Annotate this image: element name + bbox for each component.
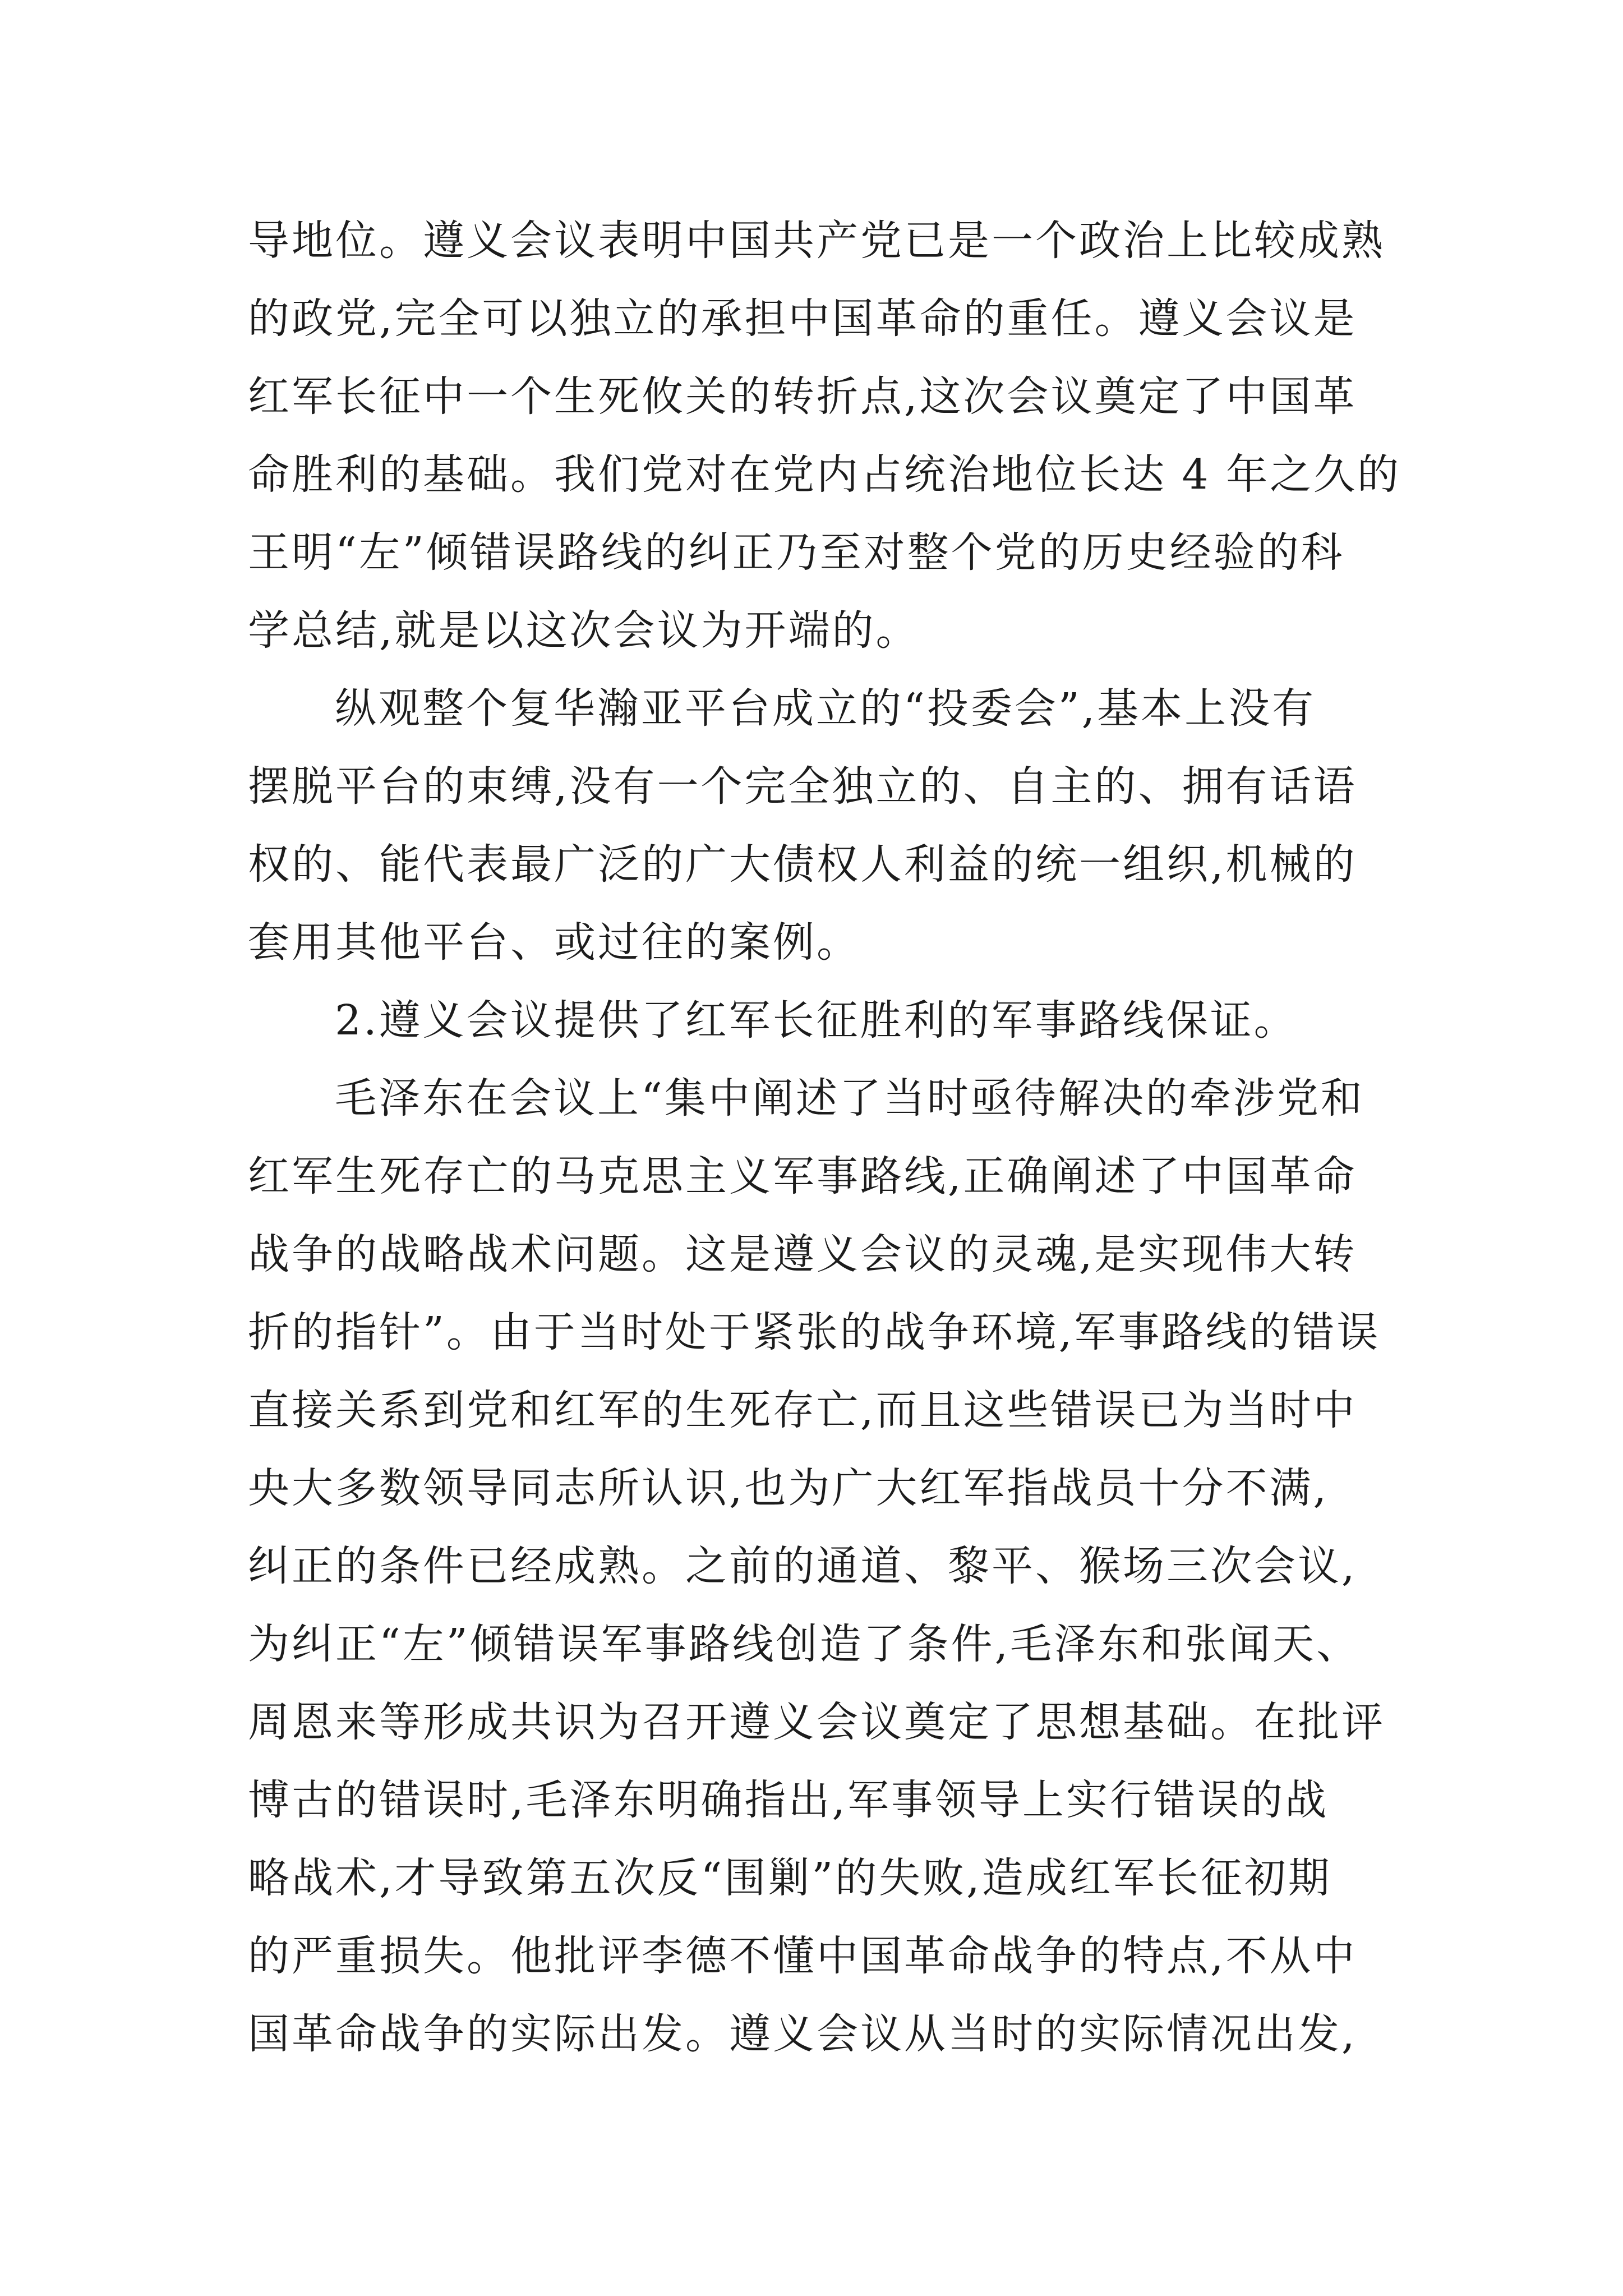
text-line: 红军生死存亡的马克思主义军事路线,正确阐述了中国革命 xyxy=(248,1152,1357,1200)
text-line: 王明“左”倾错误路线的纠正乃至对整个党的历史经验的科 xyxy=(248,528,1345,577)
text-line: 折的指针”。由于当时处于紧张的战争环境,军事路线的错误 xyxy=(248,1308,1381,1356)
text-line: 的政党,完全可以独立的承担中国革命的重任。遵义会议是 xyxy=(248,295,1357,343)
text-line: 周恩来等形成共识为召开遵义会议奠定了思想基础。在批评 xyxy=(248,1698,1385,1746)
text-line: 直接关系到党和红军的生死存亡,而且这些错误已为当时中 xyxy=(248,1386,1357,1434)
paragraph-first-line: 纵观整个复华瀚亚平台成立的“投委会”,基本上没有 xyxy=(335,684,1316,733)
text-line: 的严重损失。他批评李德不懂中国革命战争的特点,不从中 xyxy=(248,1932,1357,1980)
text-line: 纠正的条件已经成熟。之前的通道、黎平、猴场三次会议, xyxy=(248,1542,1357,1590)
text-line: 央大多数领导同志所认识,也为广大红军指战员十分不满, xyxy=(248,1464,1329,1512)
text-line: 战争的战略战术问题。这是遵义会议的灵魂,是实现伟大转 xyxy=(248,1230,1357,1278)
text-line: 为纠正“左”倾错误军事路线创造了条件,毛泽东和张闻天、 xyxy=(248,1620,1361,1668)
text-line: 红军长征中一个生死攸关的转折点,这次会议奠定了中国革 xyxy=(248,372,1357,421)
text-line: 权的、能代表最广泛的广大债权人利益的统一组织,机械的 xyxy=(248,840,1357,889)
text-line: 命胜利的基础。我们党对在党内占统治地位长达 4 年之久的 xyxy=(248,450,1401,499)
body-text xyxy=(248,202,1401,2073)
text-line: 套用其他平台、或过往的案例。 xyxy=(248,918,860,967)
paragraph-first-line: 毛泽东在会议上“集中阐述了当时亟待解决的牵涉党和 xyxy=(335,1074,1364,1122)
text-line: 略战术,才导致第五次反“围剿”的失败,造成红军长征初期 xyxy=(248,1854,1332,1902)
text-line: 导地位。遵义会议表明中国共产党已是一个政治上比较成熟 xyxy=(248,217,1385,265)
section-heading: 2.遵义会议提供了红军长征胜利的军事路线保证。 xyxy=(335,996,1298,1045)
text-line: 博古的错误时,毛泽东明确指出,军事领导上实行错误的战 xyxy=(248,1776,1329,1824)
text-line: 学总结,就是以这次会议为开端的。 xyxy=(248,606,920,655)
text-line: 国革命战争的实际出发。遵义会议从当时的实际情况出发, xyxy=(248,2010,1357,2058)
text-line: 摆脱平台的束缚,没有一个完全独立的、自主的、拥有话语 xyxy=(248,762,1357,811)
